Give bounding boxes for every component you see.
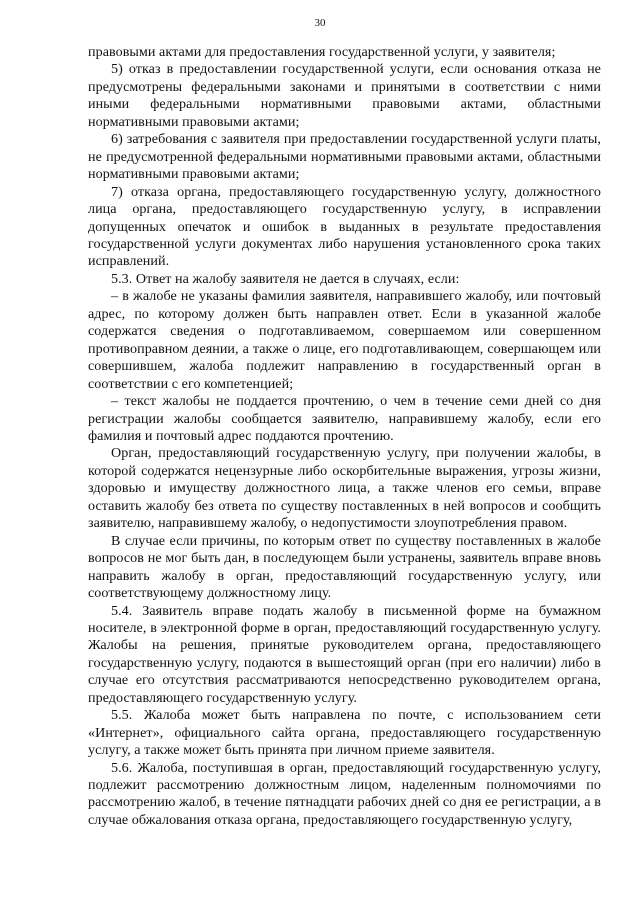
document-body (88, 44, 601, 829)
paragraph-resubmit: В случае если причины, по которым ответ по существу поставленных в жалобе вопросов не мог быть дан, в последующем были устранены, заявитель вправе вновь направить жалобу в орган, предоставляющий государственную услугу, или соответствующему должностному лицу. (88, 532, 601, 602)
paragraph-organ: Орган, предоставляющий государственную услугу, при получении жалобы, в которой содержатся нецензурные либо оскорбительные выражения, угрозы жизни, здоровью и имуществу должностного лица, а также членов его семьи, вправе оставить жалобу без ответа по существу поставленных в ней вопросов и сообщить заявителю, направившему жалобу, о недопустимости злоупотребления правом. (88, 445, 601, 532)
paragraph-section-5-3: 5.3. Ответ на жалобу заявителя не дается в случаях, если: (111, 270, 460, 287)
paragraph-continuation: правовыми актами для предоставления государственной услуги, у заявителя; (88, 44, 556, 60)
paragraph-dash-2: – текст жалобы не поддается прочтению, о чем в течение семи дней со дня регистрации жалобы сообщается заявителю, направившему жалобу, если его фамилия и почтовый адрес поддаются прочтению. (88, 393, 601, 444)
paragraph-section-5-6: 5.6. Жалоба, поступившая в орган, предоставляющий государственную услугу, подлежит рассмотрению должностным лицом, наделенным полномочиями по рассмотрению жалоб, в течение пятнадцати рабочих дней со дня ее регистрации, а в случае обжалования отказа органа, предоставляющего государственную услугу, (88, 759, 601, 828)
page-number: 30 (314, 17, 326, 29)
paragraph-item-6: 6) затребования с заявителя при предоставлении государственной услуги платы, не предусмотренной федеральными нормативными правовыми актами, областными нормативными правовыми актами; (88, 131, 601, 183)
paragraph-section-5-4: 5.4. Заявитель вправе подать жалобу в письменной форме на бумажном носителе, в электронной форме в орган, предоставляющий государственную услугу. Жалобы на решения, принятые руководителем органа, предоставляющего государственную услугу, подаются в вышестоящий орган (при его наличии) либо в случае его отсутствия рассматриваются непосредственно руководителем органа, предоставляющего государственную услугу. (88, 602, 601, 706)
paragraph-item-5: 5) отказ в предоставлении государственной услуги, если основания отказа не предусмотрены федеральными законами и принятыми в соответствии с ними иными федеральными нормативными правовыми актами, областными нормативными правовыми актами; (88, 61, 601, 130)
paragraph-section-5-5: 5.5. Жалоба может быть направлена по почте, с использованием сети «Интернет», официального сайта органа, предоставляющего государственную услугу, а также может быть принята при личном приеме заявителя. (88, 707, 601, 759)
paragraph-dash-1: – в жалобе не указаны фамилия заявителя, направившего жалобу, или почтовый адрес, по которому должен быть направлен ответ. Если в указанной жалобе содержатся сведения о подготавливаемом, совершаемом или совершенном противоправном деянии, а также о лице, его подготавливающем, совершающем или совершившем, жалоба подлежит направлению в государственный орган в соответствии с его компетенцией; (88, 288, 601, 392)
paragraph-item-7: 7) отказа органа, предоставляющего государственную услугу, должностного лица органа, предоставляющего государственную услугу, в исправлении допущенных опечаток и ошибок в выданных в результате предоставления государственной услуги документах либо нарушения установленного срока таких исправлений. (88, 183, 601, 270)
